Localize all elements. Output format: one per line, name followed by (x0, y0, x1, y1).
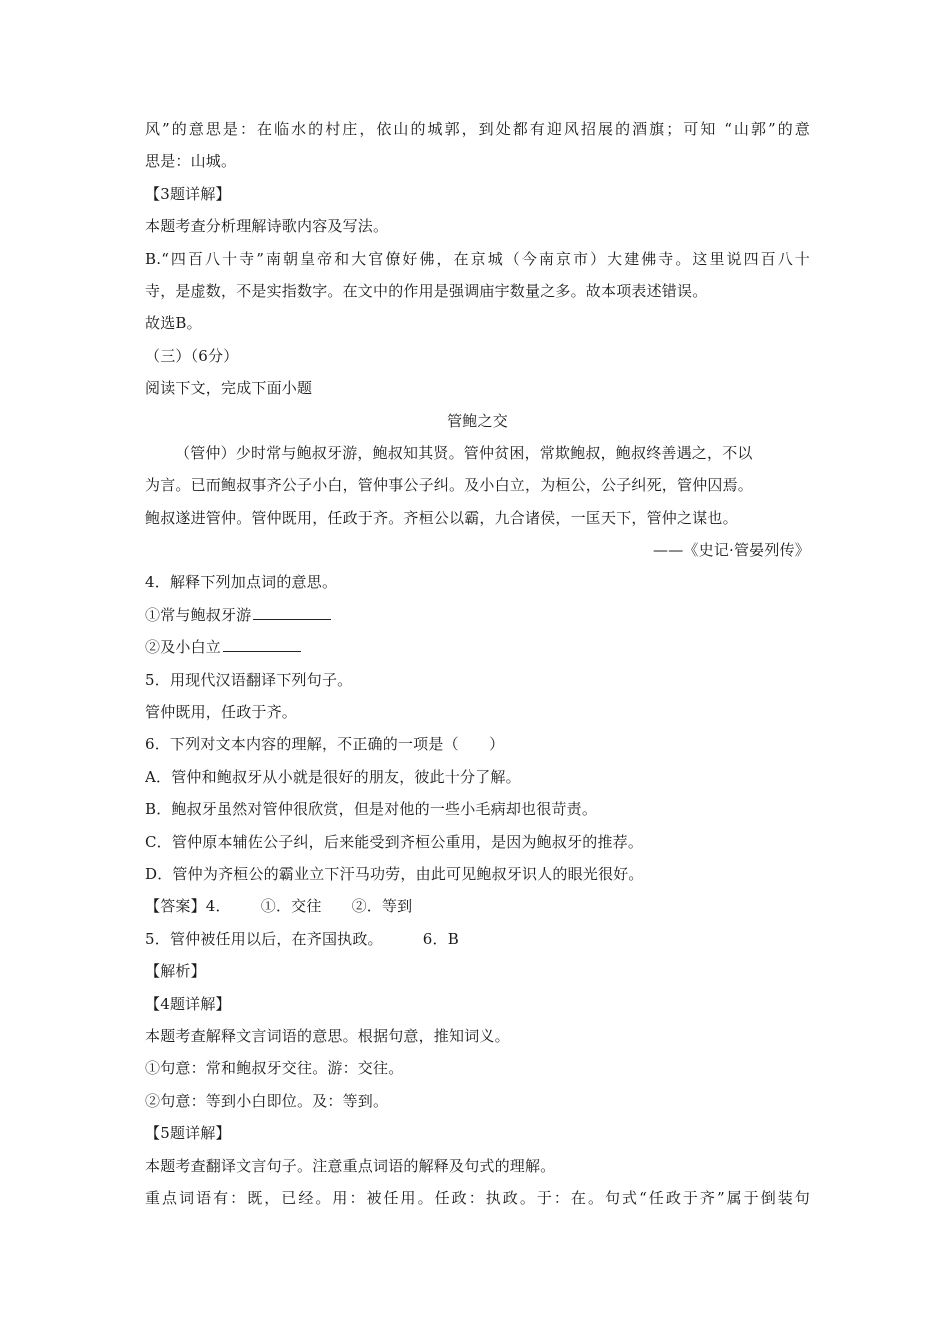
option-d: D．管仲为齐桓公的霸业立下汗马功劳，由此可见鲍叔牙识人的眼光很好。 (145, 864, 644, 883)
section-heading: 【5题详解】 (145, 1124, 231, 1143)
text-line: 寺，是虚数，不是实指数字。在文中的作用是强调庙宇数量之多。故本项表述错误。 (145, 281, 708, 300)
question-4a (145, 599, 810, 631)
question-5-sentence: 管仲既用，任政于齐。 (145, 703, 298, 722)
text-line: 本题考查分析理解诗歌内容及写法。 (145, 217, 389, 236)
text-line: 重点词语有：既，已经。用：被任用。任政：执政。于：在。句式“任政于齐”属于倒装句 (145, 1188, 810, 1207)
text-line: 阅读下文，完成下面小题 (145, 379, 313, 398)
passage-line: （管仲）少时常与鲍叔牙游，鲍叔知其贤。管仲贫困，常欺鲍叔，鲍叔终善遇之，不以 (175, 443, 753, 462)
answer-blank[interactable] (223, 637, 301, 652)
answer-4a: ①．交往 (260, 897, 322, 916)
text-line: 风”的意思是：在临水的村庄，依山的城郭，到处都有迎风招展的酒旗；可知 “山郭”的意 (145, 120, 810, 138)
document-page (145, 113, 810, 1214)
passage-source: ——《史记·管晏列传》 (653, 541, 810, 560)
passage-line: 鲍叔遂进管仲。管仲既用，任政于齐。齐桓公以霸，九合诸侯，一匡天下，管仲之谋也。 (145, 508, 738, 527)
text-line: 思是：山城。 (145, 152, 237, 171)
section-heading: （三）（6分） (145, 346, 239, 365)
option-a: A．管仲和鲍叔牙从小就是很好的朋友，彼此十分了解。 (145, 767, 521, 786)
question-4b-text: ②及小白立 (145, 638, 222, 657)
question-4a-text: ①常与鲍叔牙游 (145, 605, 252, 624)
question-6: 6．下列对文本内容的理解，不正确的一项是（ ） (145, 735, 505, 754)
question-4b (145, 631, 810, 663)
passage-title: 管鲍之交 (447, 411, 508, 430)
question-5: 5．用现代汉语翻译下列句子。 (145, 670, 353, 689)
option-c: C．管仲原本辅佐公子纠，后来能受到齐桓公重用，是因为鲍叔牙的推荐。 (145, 832, 644, 851)
question-4: 4．解释下列加点词的意思。 (145, 573, 338, 592)
text-line: 本题考查翻译文言句子。注意重点词语的解释及句式的理解。 (145, 1156, 556, 1175)
text-line: B.“四百八十寺”南朝皇帝和大官僚好佛，在京城（今南京市）大建佛寺。这里说四百八十 (145, 249, 810, 268)
section-heading: 【3题详解】 (145, 184, 231, 203)
answer-line (145, 890, 810, 922)
answer-4b: ②．等到 (351, 897, 413, 916)
answer-5: 5．管仲被任用以后，在齐国执政。 (145, 929, 383, 948)
answer-blank[interactable] (253, 605, 331, 620)
answer-6: 6．B (422, 929, 459, 948)
option-b: B．鲍叔牙虽然对管仲很欣赏，但是对他的一些小毛病却也很苛责。 (145, 800, 598, 819)
text-line: ①句意：常和鲍叔牙交往。游：交往。 (145, 1059, 404, 1078)
answer-line (145, 923, 810, 955)
section-heading: 【解析】 (145, 962, 206, 981)
text-line: 本题考查解释文言词语的意思。根据句意，推知词义。 (145, 1026, 510, 1045)
section-heading: 【4题详解】 (145, 994, 231, 1013)
passage-line: 为言。已而鲍叔事齐公子小白，管仲事公子纠。及小白立，为桓公，公子纠死，管仲囚焉。 (145, 476, 754, 495)
text-line: 故选B。 (145, 314, 202, 333)
text-line: ②句意：等到小白即位。及：等到。 (145, 1091, 389, 1110)
answer-label: 【答案】4． (145, 897, 231, 916)
